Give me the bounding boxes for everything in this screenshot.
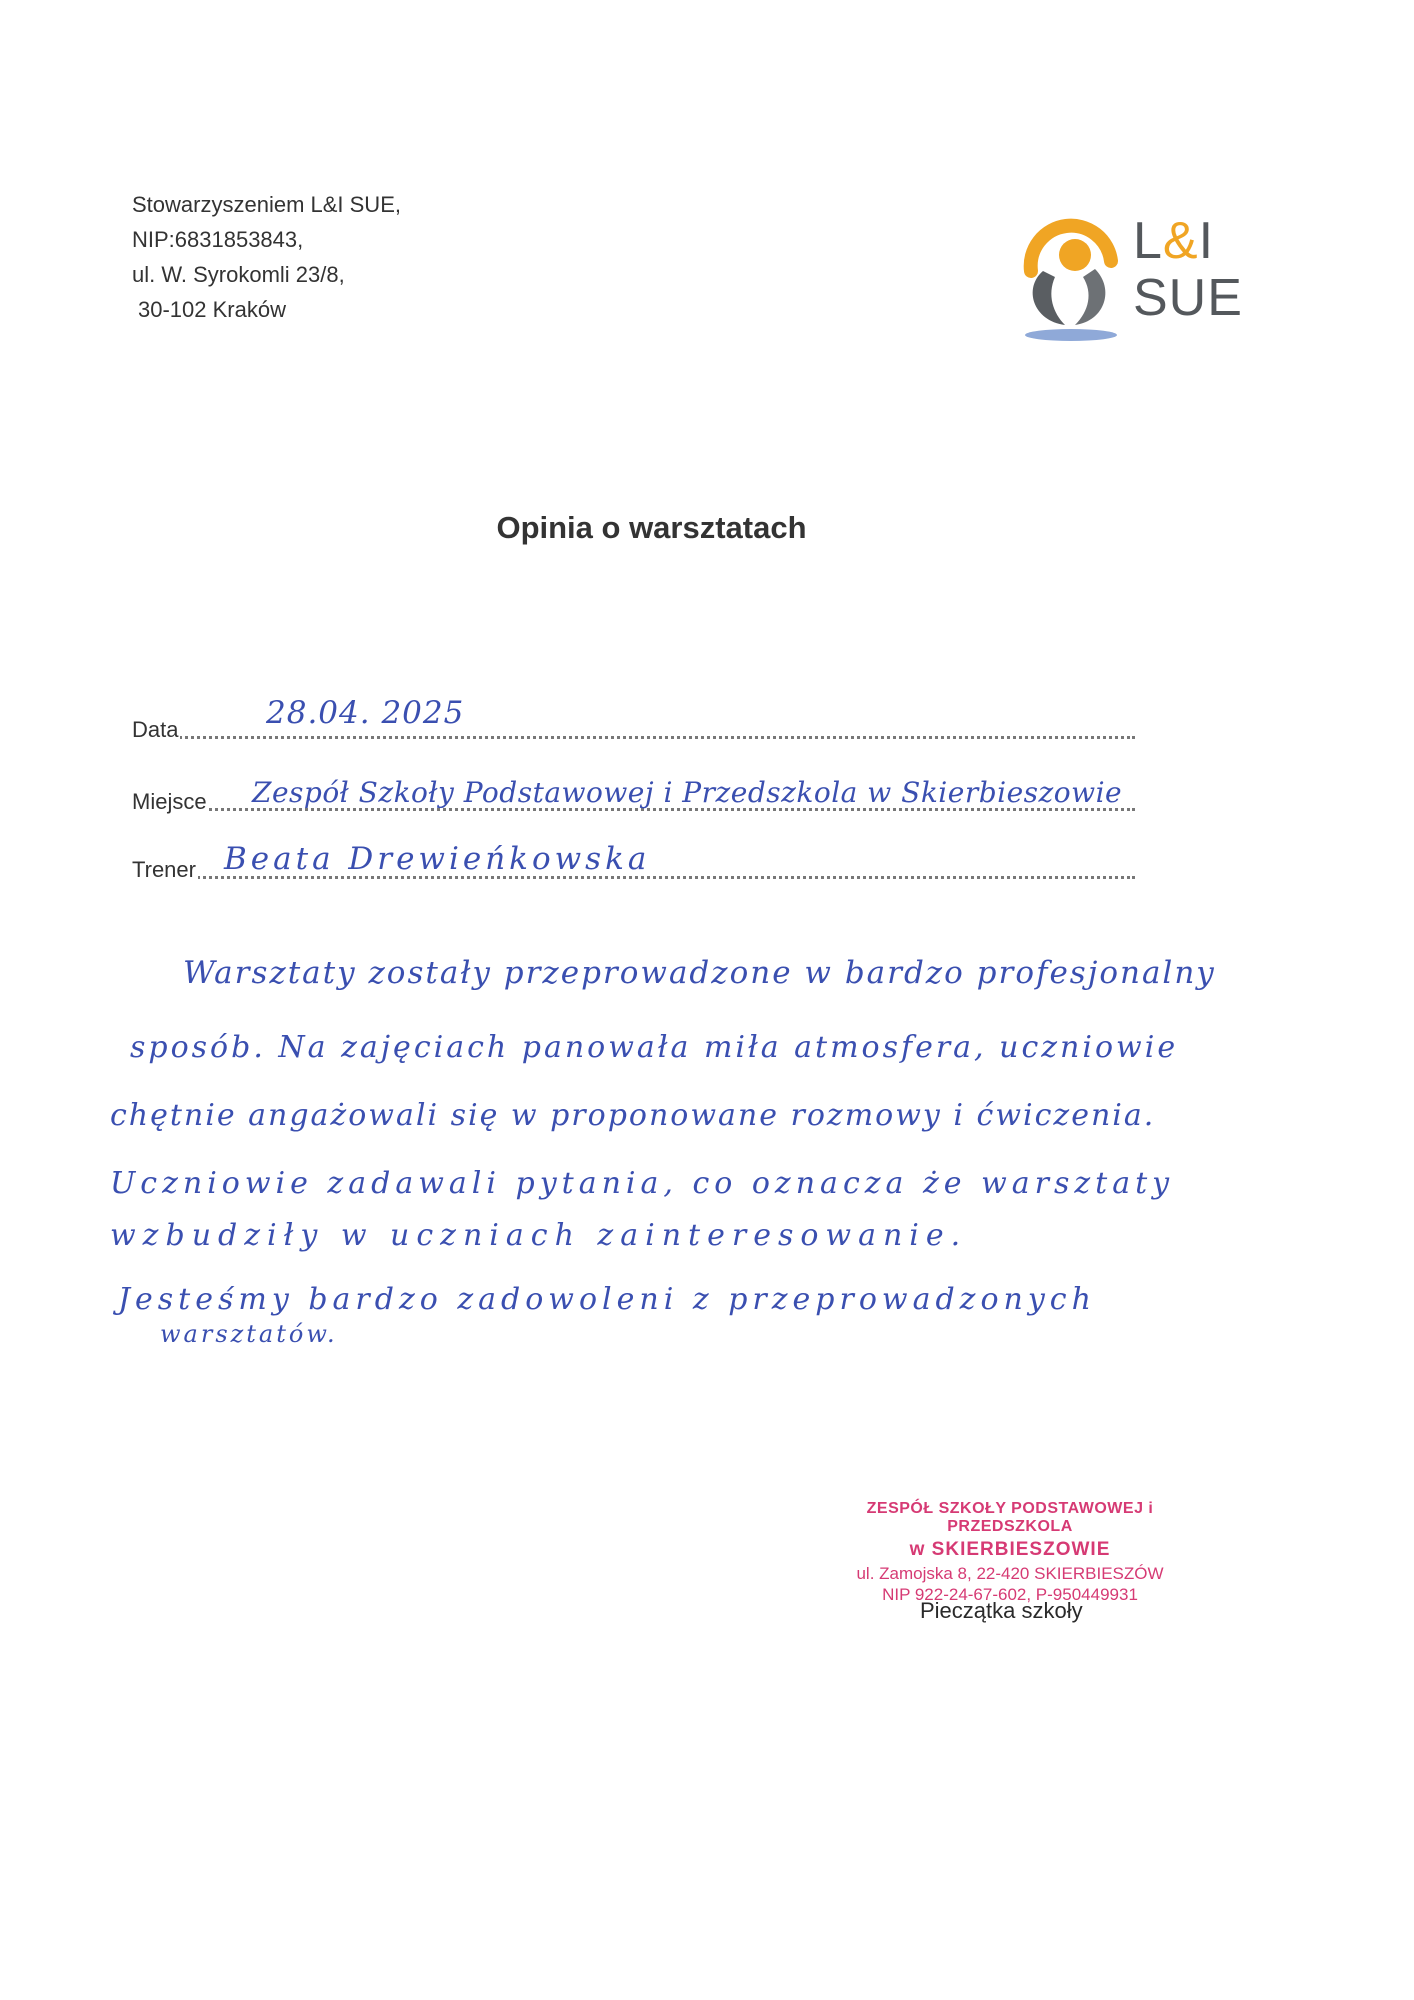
date-value: 28.04. 2025 <box>266 695 465 731</box>
sender-nip: NIP:6831853843, <box>132 227 304 252</box>
trainer-label: Trener <box>132 857 196 882</box>
opinion-line: Jesteśmy bardzo zadowoleni z przeprowadzonych <box>118 1282 1096 1317</box>
place-field <box>132 767 1252 817</box>
sender-street: ul. W. Syrokomli 23/8, <box>132 262 345 287</box>
place-value: Zespół Szkoły Podstawowej i Przedszkola w Skierbieszowie <box>252 776 1123 809</box>
opinion-line: Uczniowie zadawali pytania, co oznacza że warsztaty <box>110 1166 1175 1201</box>
opinion-line: warsztatów. <box>160 1320 338 1348</box>
date-label: Data <box>132 717 179 742</box>
organization-logo <box>1013 213 1243 343</box>
document-title: Opinia o warsztatach <box>496 510 807 545</box>
logo-emblem-icon <box>1013 213 1123 343</box>
dotted-line <box>132 736 1135 739</box>
trainer-value: Beata Drewieńkowska <box>224 841 651 877</box>
opinion-line: chętnie angażowali się w proponowane rozmowy i ćwiczenia. <box>110 1098 1156 1133</box>
logo-wordmark: L&I SUE <box>1133 212 1243 327</box>
opinion-line: Warsztaty zostały przeprowadzone w bardzo profesjonalny <box>183 955 1216 991</box>
opinion-line: wzbudziły w uczniach zainteresowanie. <box>110 1218 968 1253</box>
sender-city: 30-102 Kraków <box>138 297 286 322</box>
sender-address <box>132 187 401 327</box>
stamp-line: NIP 922-24-67-602, P-950449931 <box>882 1585 1138 1604</box>
stamp-line: ul. Zamojska 8, 22-420 SKIERBIESZÓW <box>856 1564 1164 1583</box>
date-field <box>132 695 1135 745</box>
stamp-line: ZESPÓŁ SZKOŁY PODSTAWOWEJ i PRZEDSZKOLA <box>866 1500 1154 1535</box>
stamp-label: Pieczątka szkoły <box>920 1598 1083 1623</box>
trainer-field <box>132 835 1135 885</box>
sender-name: Stowarzyszeniem L&I SUE, <box>132 192 401 217</box>
opinion-line: sposób. Na zajęciach panowała miła atmosfera, uczniowie <box>130 1030 1179 1065</box>
stamp-line: w SKIERBIESZOWIE <box>909 1539 1111 1560</box>
place-label: Miejsce <box>132 789 207 814</box>
